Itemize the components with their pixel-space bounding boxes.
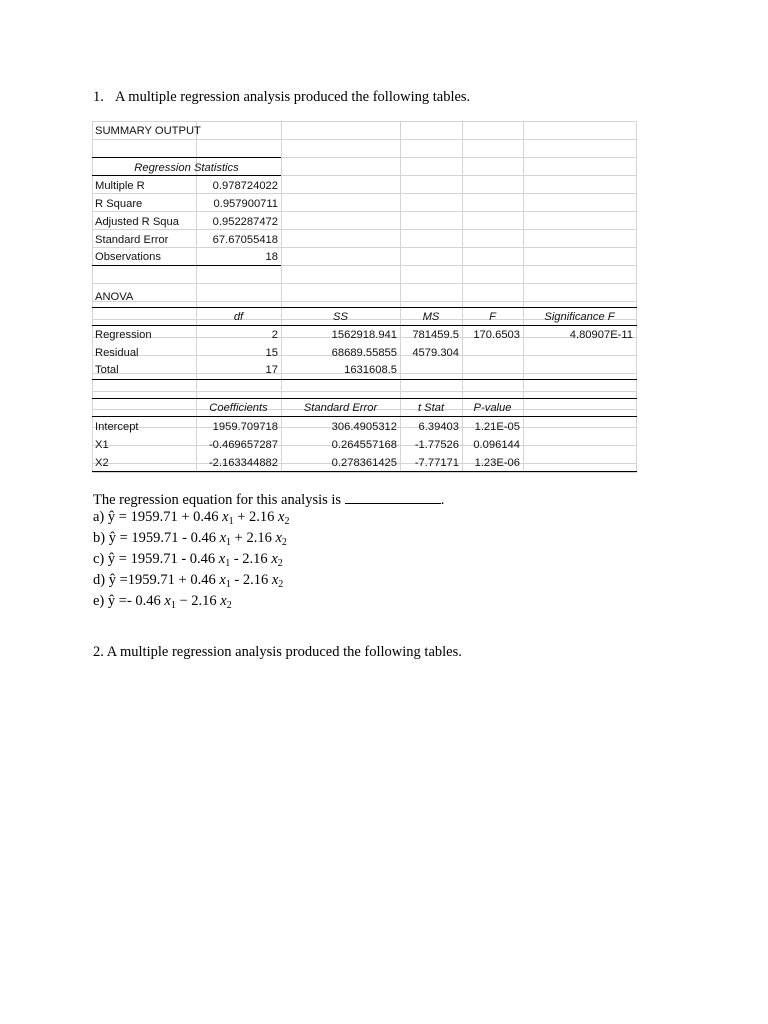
sub-2: 2 <box>277 558 283 569</box>
answer-blank <box>345 491 441 504</box>
var-x: x <box>218 551 226 567</box>
coef-p: 0.096144 <box>473 439 520 451</box>
anova-row-label: Total <box>95 364 119 376</box>
option-lhs: ŷ = 1959.71 - 0.46 <box>107 551 216 567</box>
anova-df: 2 <box>271 329 278 341</box>
var-x: x <box>278 509 285 525</box>
option-e <box>93 592 232 615</box>
option-letter: d) <box>93 572 106 588</box>
coef-se: 0.264557168 <box>331 439 397 451</box>
coef-t: -7.77171 <box>414 457 459 469</box>
sub-1: 1 <box>226 537 232 548</box>
coef-se: 0.278361425 <box>331 457 397 469</box>
stat-value: 0.957900711 <box>213 198 278 210</box>
anova-header-df: df <box>233 311 244 323</box>
option-a <box>93 508 289 531</box>
option-d <box>93 571 283 594</box>
var-x: x <box>271 551 278 567</box>
stem-text: The regression equation for this analysis is <box>93 492 342 508</box>
anova-row-label: Residual <box>95 347 139 359</box>
option-b <box>93 529 287 552</box>
stat-label: Multiple R <box>95 180 145 192</box>
stat-value: 67.67055418 <box>212 234 278 246</box>
coef-value: 1959.709718 <box>212 421 278 433</box>
anova-ss: 68689.55855 <box>331 347 397 359</box>
option-lhs: ŷ =- 0.46 <box>107 593 161 609</box>
stat-label: Adjusted R Squa <box>95 216 179 228</box>
stem-end: . <box>440 492 445 508</box>
coef-row-label: X2 <box>95 457 109 469</box>
coef-header-p-value: P-value <box>473 402 512 414</box>
option-c <box>93 550 283 573</box>
regression-output-table <box>92 121 637 473</box>
summary-title: SUMMARY OUTPUT <box>95 125 201 137</box>
var-x: x <box>219 530 227 546</box>
option-op: - 2.16 <box>233 551 268 567</box>
anova-header-ss: SS <box>333 311 348 323</box>
anova-ms: 781459.5 <box>412 329 459 341</box>
question-text: A multiple regression analysis produced the following tables. <box>115 89 471 105</box>
option-lhs: ŷ = 1959.71 - 0.46 <box>108 530 216 546</box>
anova-df: 15 <box>265 347 278 359</box>
sub-2: 2 <box>278 579 284 590</box>
anova-header-significance-f: Significance F <box>544 311 615 323</box>
var-x: x <box>220 593 227 609</box>
sub-1: 1 <box>170 600 176 611</box>
stat-label: R Square <box>95 198 143 210</box>
anova-ss: 1562918.941 <box>331 329 397 341</box>
sub-2: 2 <box>226 600 232 611</box>
anova-f: 170.6503 <box>473 329 520 341</box>
stat-label: Standard Error <box>95 234 169 246</box>
regression-statistics-title: Regression Statistics <box>134 162 239 174</box>
sub-2: 2 <box>284 516 290 527</box>
stat-value: 0.978724022 <box>212 180 278 192</box>
question-number: 2. <box>93 644 104 660</box>
question-2-heading <box>93 643 462 661</box>
coef-row-label: X1 <box>95 439 109 451</box>
question-text: A multiple regression analysis produced the following tables. <box>106 644 462 660</box>
coef-p: 1.23E-06 <box>474 457 520 469</box>
option-letter: e) <box>93 593 105 609</box>
option-lhs: ŷ =1959.71 + 0.46 <box>108 572 216 588</box>
sub-1: 1 <box>225 579 231 590</box>
question-number: 1. <box>93 89 104 105</box>
coef-se: 306.4905312 <box>331 421 397 433</box>
question-1-heading <box>93 88 470 106</box>
coef-t: 6.39403 <box>418 421 459 433</box>
var-x: x <box>275 530 282 546</box>
var-x: x <box>271 572 279 588</box>
anova-title: ANOVA <box>95 291 134 303</box>
option-letter: a) <box>93 509 105 525</box>
sub-2: 2 <box>281 537 287 548</box>
var-x: x <box>219 572 226 588</box>
coef-value: -0.469657287 <box>208 439 278 451</box>
anova-df: 17 <box>265 364 278 376</box>
sub-1: 1 <box>228 516 234 527</box>
coef-header-t-stat: t Stat <box>417 402 445 414</box>
coef-t: -1.77526 <box>414 439 459 451</box>
stat-value: 0.952287472 <box>212 216 278 228</box>
option-op: + 2.16 <box>237 509 275 525</box>
var-x: x <box>222 509 229 525</box>
anova-row-label: Regression <box>95 329 152 341</box>
option-letter: c) <box>93 551 105 567</box>
anova-header-ms: MS <box>422 311 440 323</box>
coef-header-standard-error: Standard Error <box>303 402 378 414</box>
option-letter: b) <box>93 530 106 546</box>
anova-ss: 1631608.5 <box>344 364 397 376</box>
anova-header-f: F <box>489 311 496 323</box>
option-op: + 2.16 <box>234 530 272 546</box>
option-op: − 2.16 <box>179 593 217 609</box>
var-x: x <box>164 593 171 609</box>
stat-value: 18 <box>265 251 278 263</box>
stat-label: Observations <box>95 251 161 263</box>
anova-sig: 4.80907E-11 <box>569 329 633 341</box>
coef-p: 1.21E-05 <box>474 421 520 433</box>
option-op: - 2.16 <box>234 572 269 588</box>
question-stem <box>93 491 444 509</box>
option-lhs: ŷ = 1959.71 + 0.46 <box>107 509 219 525</box>
sub-1: 1 <box>225 558 231 569</box>
anova-ms: 4579.304 <box>412 347 459 359</box>
coef-header-coefficients: Coefficients <box>209 402 268 414</box>
coef-row-label: Intercept <box>95 421 139 433</box>
coef-value: -2.163344882 <box>208 457 278 469</box>
